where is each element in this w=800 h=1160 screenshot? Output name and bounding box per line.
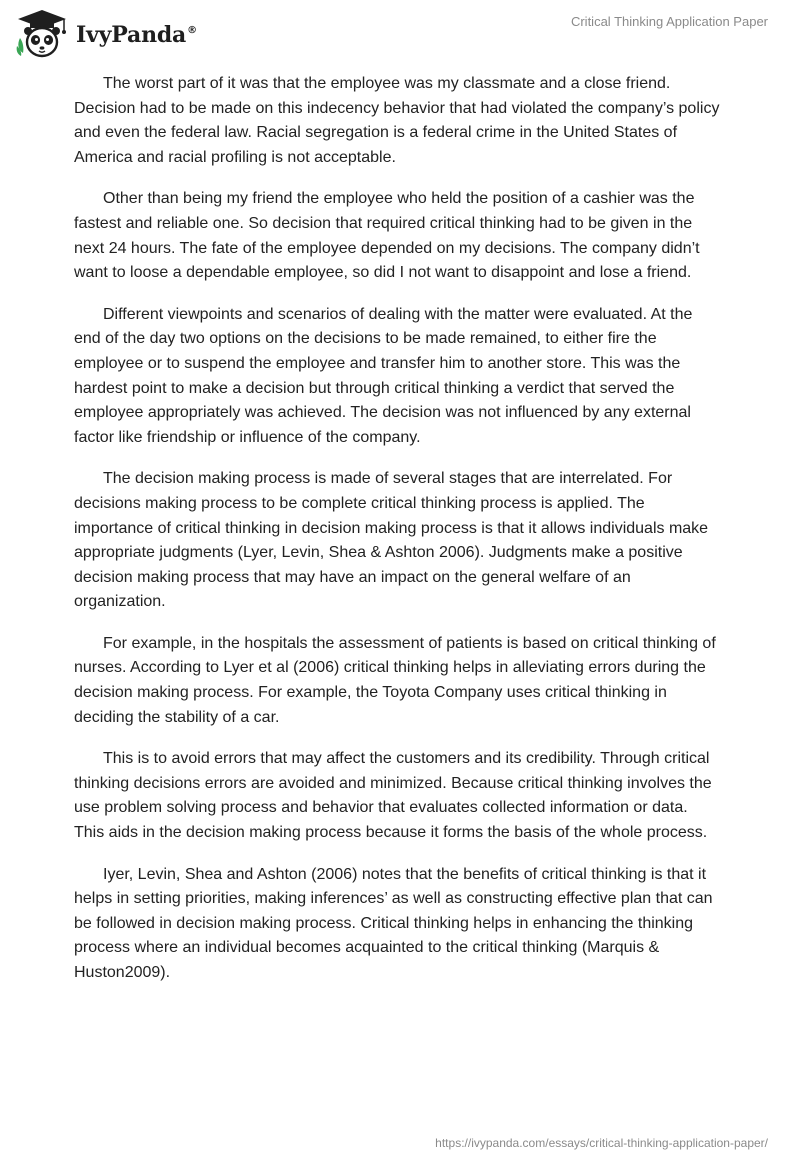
document-title: Critical Thinking Application Paper: [570, 14, 768, 29]
paragraph-1: The worst part of it was that the employee was my classmate and a close friend. Decision had to be made on this indecency behavior that had violated the company’s policy and even the federal law. Racial segregation is a federal crime in the United States of America and racial profiling is not acceptable.: [74, 75, 720, 166]
paragraph-7: Iyer, Levin, Shea and Ashton (2006) notes that the benefits of critical thinking is that it helps in setting priorities, making inferences’ as well as constructing effective plan that can be followed in decision making process. Critical thinking helps in enhancing the thinking process where an individual becomes acquainted to the critical thinking (Marquis & Huston2009).: [74, 865, 713, 981]
page-header: [0, 0, 800, 70]
paragraph-2: Other than being my friend the employee who held the position of a cashier was the fastest and reliable one. So decision that required critical thinking had to be given in the next 24 hours. The fate of the employee depended on my decisions. The company didn’t want to loose a dependable employee, so did I not want to disappoint and lose a friend.: [74, 190, 700, 282]
paragraph-5: For example, in the hospitals the assessment of patients is based on critical thinking of nurses. According to Lyer et al (2006) critical thinking helps in alleviating errors during the decision making process. For example, the Toyota Company uses critical thinking in deciding the stability of a car.: [74, 634, 716, 726]
panda-graduate-icon: [14, 8, 70, 60]
registered-mark: ®: [187, 25, 197, 36]
source-url[interactable]: https://ivypanda.com/essays/critical-thinking-application-paper/: [435, 1136, 768, 1150]
brand-name: IvyPanda®: [76, 22, 197, 48]
paragraph-4: The decision making process is made of several stages that are interrelated. For decisions making process to be complete critical thinking process is applied. The importance of critical thinking in decision making process is that it allows individuals make appropriate judgments (Lyer, Levin, Shea & Ashton 2006). Judgments make a positive decision making process that may have an impact on the general welfare of an organization.: [74, 470, 709, 611]
paragraph-3: Different viewpoints and scenarios of dealing with the matter were evaluated. At the end of the day two options on the decisions to be made remained, to either fire the employee or to suspend the employee and transfer him to another store. This was the hardest point to make a decision but through critical thinking a verdict that served the employee appropriately was achieved. The decision was not influenced by any external factor like friendship or influence of the company.: [74, 305, 693, 446]
essay-body: [74, 72, 722, 1003]
paragraph-6: This is to avoid errors that may affect the customers and its credibility. Through critical thinking decisions errors are avoided and minimized. Because critical thinking involves the use problem solving process and behavior that evaluates collected information or data. This aids in the decision making process because it forms the basis of the whole process.: [74, 750, 712, 842]
brand-logo[interactable]: [14, 8, 197, 60]
